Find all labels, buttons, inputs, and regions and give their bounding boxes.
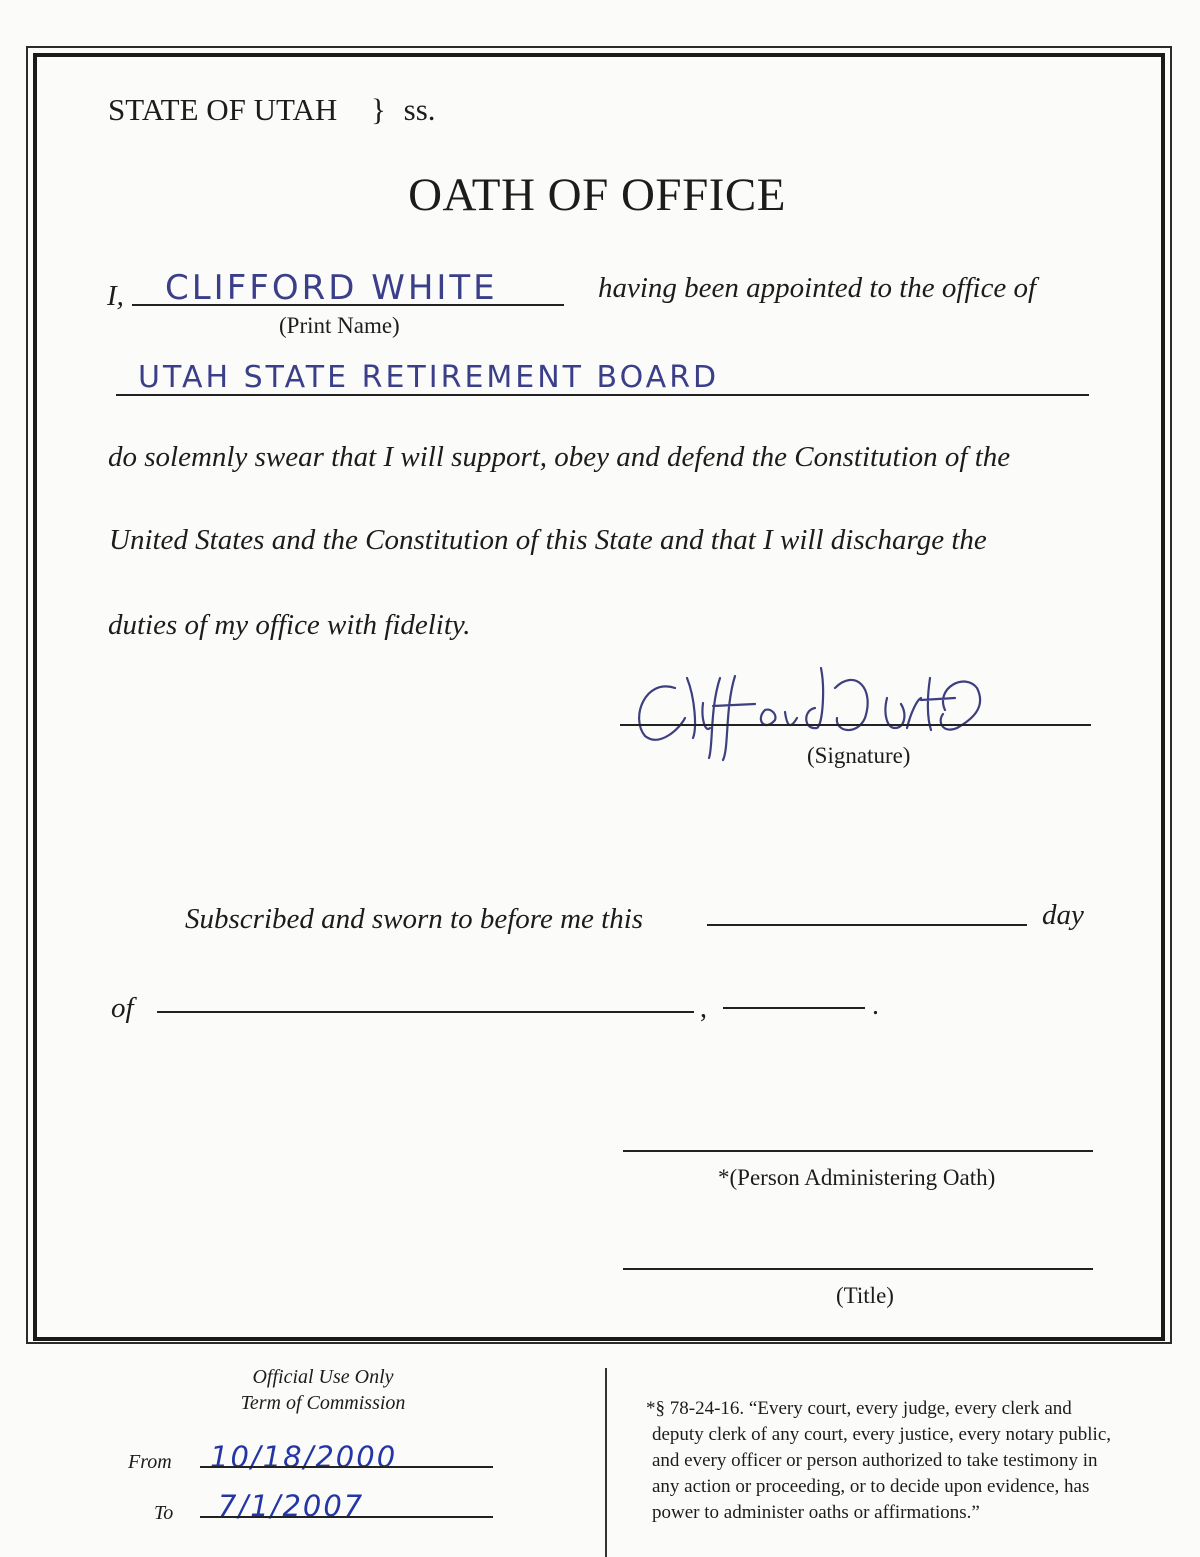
footnote-line-3: and every officer or person authorized to take testimony in [652, 1450, 1098, 1471]
footnote-line-1: *§ 78-24-16. “Every court, every judge, every clerk and [646, 1398, 1072, 1419]
print-name-value: CLIFFORD WHITE [165, 268, 498, 308]
month-blank-line [157, 1011, 694, 1013]
footnote-line-2: deputy clerk of any court, every justice, every notary public, [652, 1424, 1111, 1445]
official-use-heading [178, 1364, 468, 1416]
subscribed-text: Subscribed and sworn to before me this [185, 903, 644, 935]
year-blank-line [723, 1007, 865, 1009]
administering-caption: *(Person Administering Oath) [718, 1165, 996, 1190]
day-text: day [1042, 899, 1084, 931]
oath-line-1: do solemnly swear that I will support, obey and defend the Constitution of the [108, 441, 1011, 473]
print-name-caption: (Print Name) [279, 313, 400, 338]
title-caption: (Title) [836, 1283, 894, 1308]
oath-line-3: duties of my office with fidelity. [108, 609, 471, 641]
from-line [200, 1466, 493, 1468]
statute-footnote [646, 1396, 1111, 1526]
comma: , [700, 993, 707, 1024]
period: . [872, 990, 879, 1021]
to-date-value: 7/1/2007 [218, 1489, 365, 1523]
to-line [200, 1516, 493, 1518]
state-name: STATE OF UTAH [108, 92, 338, 127]
footnote-line-5: power to administer oaths or affirmations.” [652, 1502, 980, 1523]
to-label: To [154, 1502, 174, 1524]
i-prefix: I, [107, 280, 124, 312]
office-value: UTAH STATE RETIREMENT BOARD [138, 360, 720, 395]
title-line [623, 1268, 1093, 1270]
signature-line [620, 724, 1091, 726]
brace: } [371, 92, 386, 127]
footnote-line-4: any action or proceeding, or to decide upon evidence, has [652, 1476, 1090, 1497]
column-divider [605, 1368, 607, 1557]
administering-line [623, 1150, 1093, 1152]
ss-label: ss. [403, 92, 436, 127]
official-use-label: Official Use Only [252, 1366, 394, 1388]
state-line [108, 92, 436, 128]
from-label: From [128, 1451, 172, 1473]
of-text: of [111, 992, 134, 1024]
term-of-commission-label: Term of Commission [240, 1392, 406, 1414]
day-blank-line [707, 924, 1027, 926]
signature-caption: (Signature) [807, 743, 911, 768]
appointed-text: having been appointed to the office of [598, 272, 1037, 304]
oath-line-2: United States and the Constitution of this State and that I will discharge the [109, 524, 987, 556]
from-date-value: 10/18/2000 [210, 1440, 398, 1474]
page-title: OATH OF OFFICE [408, 169, 786, 221]
